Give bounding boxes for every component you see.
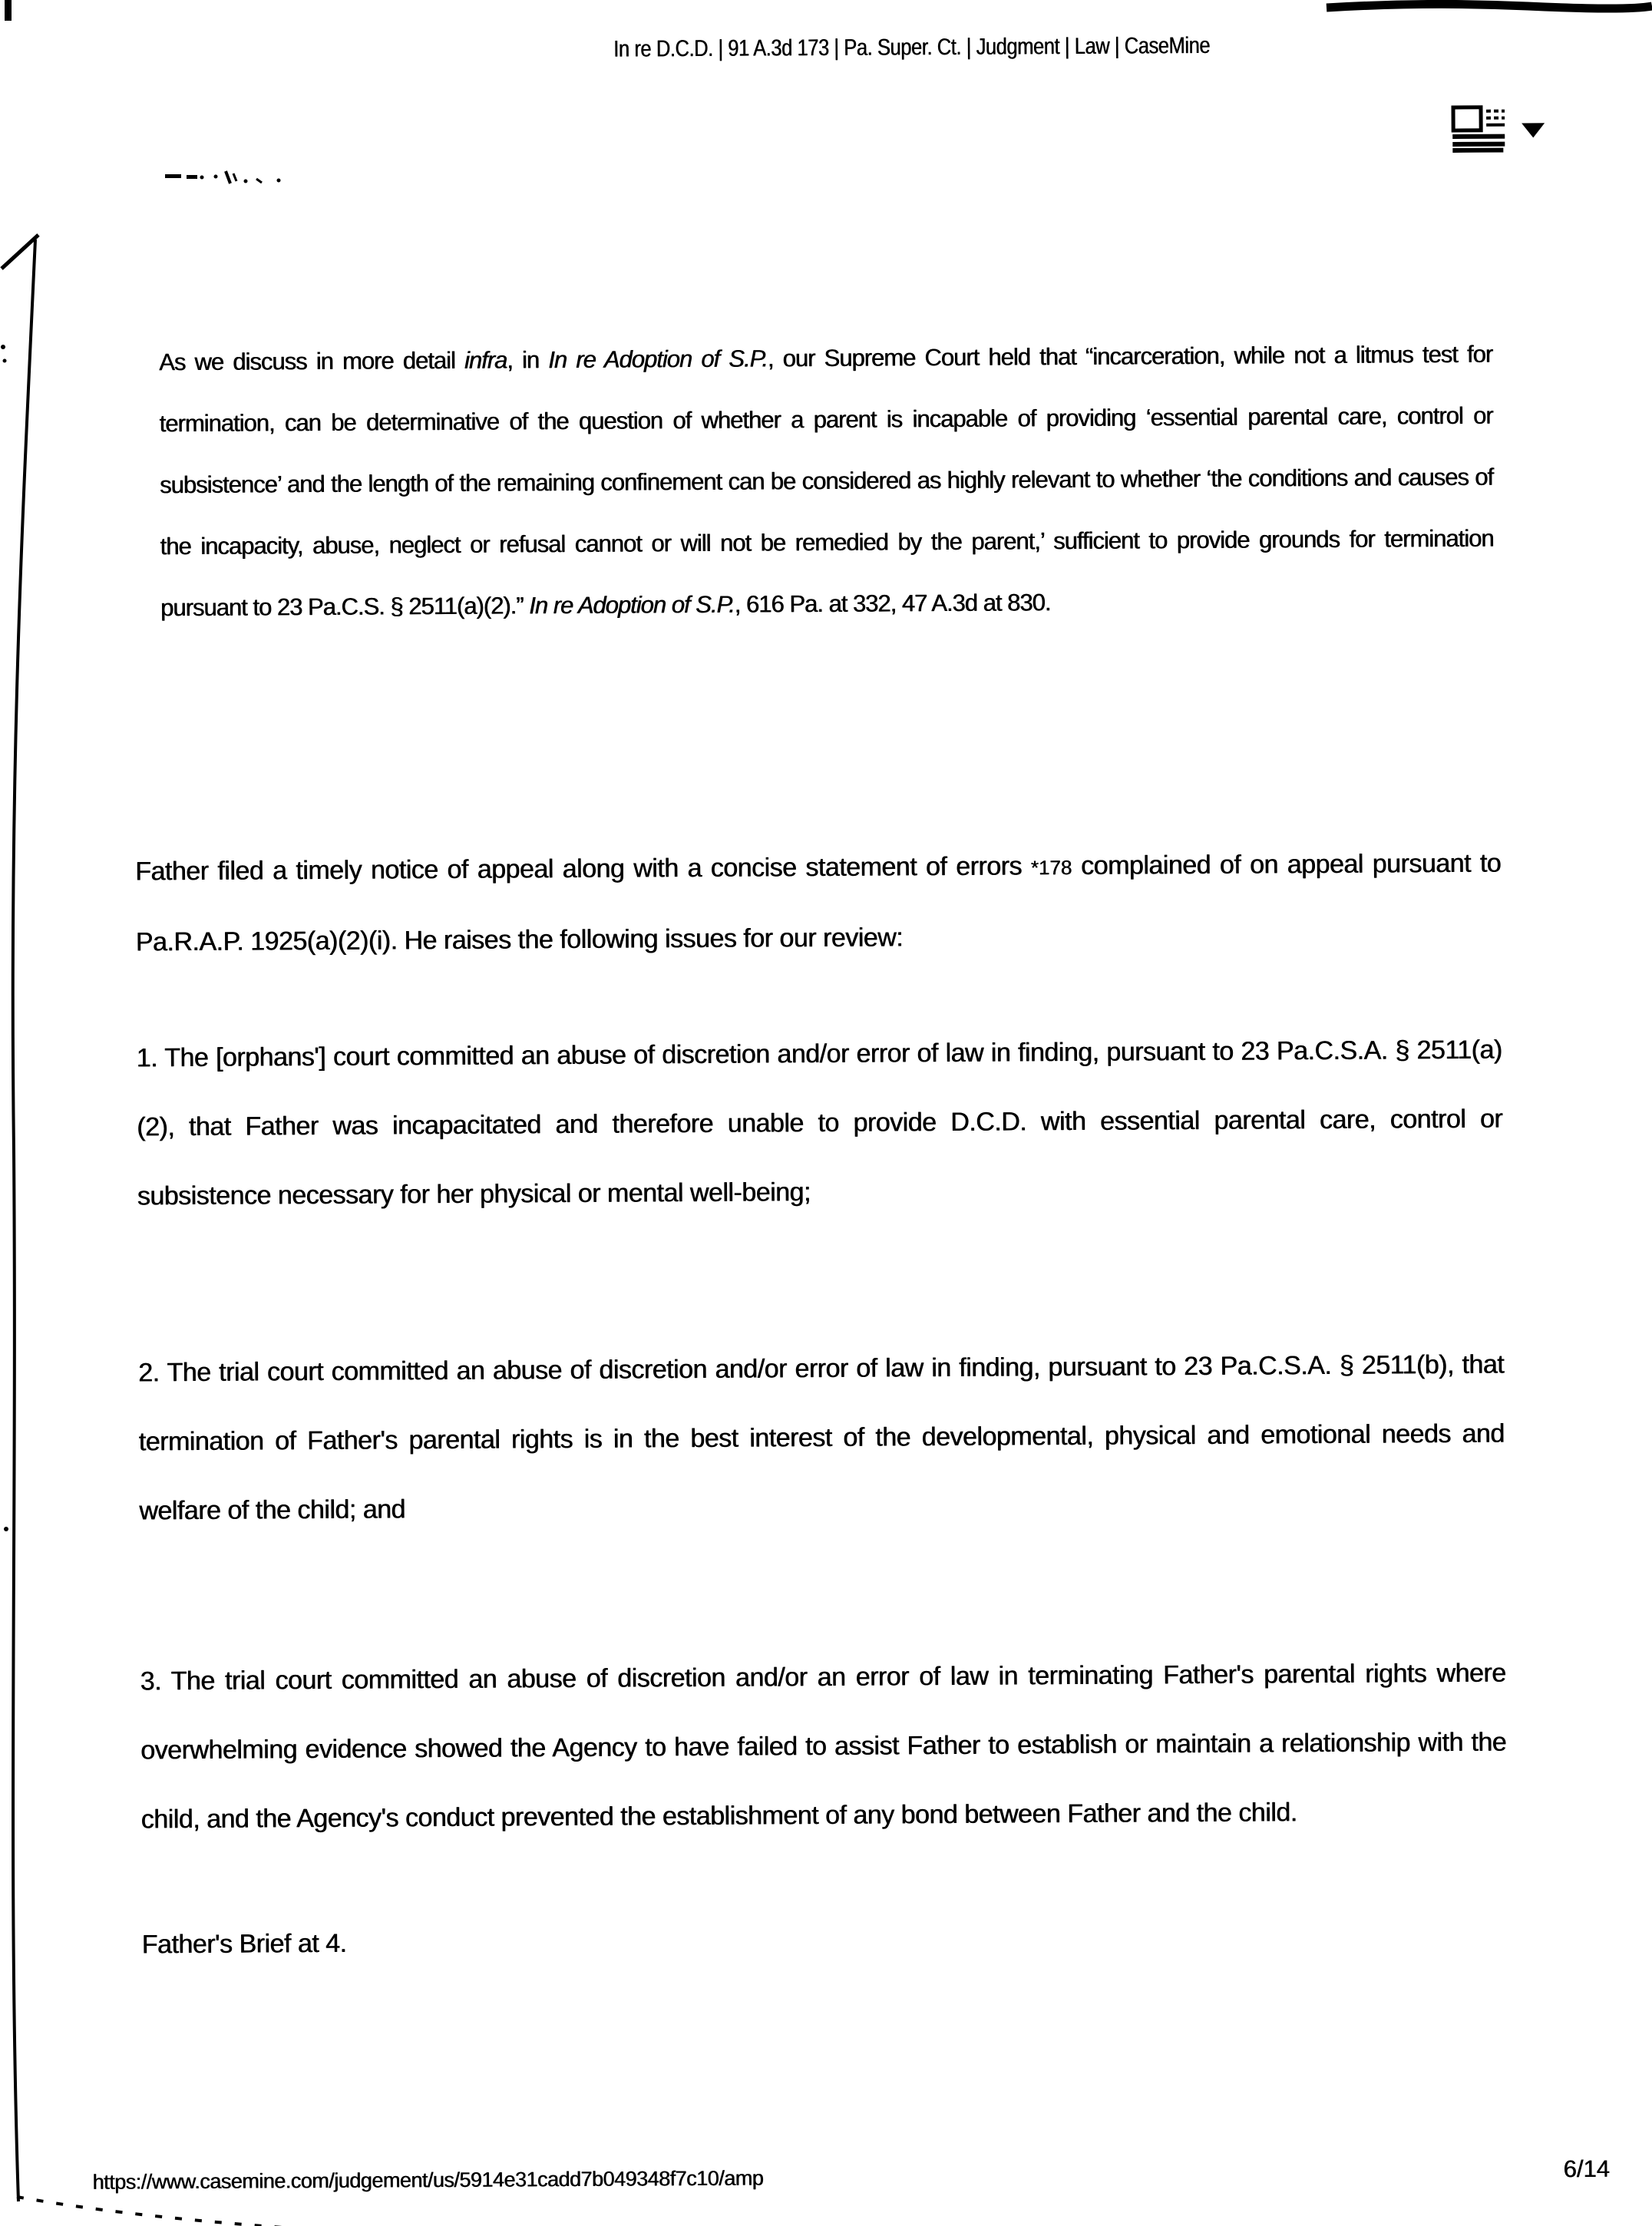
brief-citation: Father's Brief at 4.: [141, 1928, 347, 1960]
intro-paragraph: Father filed a timely notice of appeal along with a concise statement of errors *178 complained of on appeal pursuant to Pa.R.A.P. 1925(a)(2)(i). He raises the following issues for our review:: [134, 848, 1502, 957]
article-lines-icon: [1451, 104, 1506, 153]
caret-down-icon[interactable]: [1521, 123, 1545, 137]
page-number: 6/14: [1563, 2155, 1610, 2183]
page-header-title: In re D.C.D. | 91 A.3d 173 | Pa. Super. Ct. | Judgment | Law | CaseMine: [613, 32, 1211, 62]
issue-paragraph-2: 2. The trial court committed an abuse of discretion and/or error of law in finding, pursuant to 23 Pa.C.S.A. § 2511(b), that termination of Father's parental rights is in the best interest of the developmental, physical and emotional needs and welfare of the child; and: [137, 1349, 1505, 1526]
issue-paragraph-1: 1. The [orphans'] court committed an abuse of discretion and/or error of law in finding, pursuant to 23 Pa.C.S.A. § 2511(a)(2), that Father was incapacitated and therefore unable to provide D.C.D. with essential parental care, control or subsistence necessary for her physical or mental well-being;: [136, 1035, 1503, 1211]
footer-url: https://www.casemine.com/judgement/us/5914e31cadd7b049348f7c10/amp: [92, 2166, 764, 2194]
issue-paragraph-3: 3. The trial court committed an abuse of discretion and/or an error of law in terminating Father's parental rights where overwhelming evidence showed the Agency to have failed to assist Father to establish or maintain a relationship with the child, and the Agency's conduct prevented the establishment of any bond between Father and the child.: [140, 1658, 1507, 1835]
quote-paragraph: As we discuss in more detail infra, in In re Adoption of S.P., our Supreme Court held that “incarceration, while not a litmus test for termination, can be determinative of the question of whether a parent is incapable of providing ‘essential parental care, control or subsistence’ and the length of the remaining confinement can be considered as highly relevant to whether ‘the conditions and causes of the incapacity, abuse, neglect or refusal cannot or will not be remedied by the parent,’ sufficient to provide grounds for termination pursuant to 23 Pa.C.S. § 2511(a)(2).” In re Adoption of S.P., 616 Pa. at 332, 47 A.3d at 830.: [158, 340, 1494, 622]
